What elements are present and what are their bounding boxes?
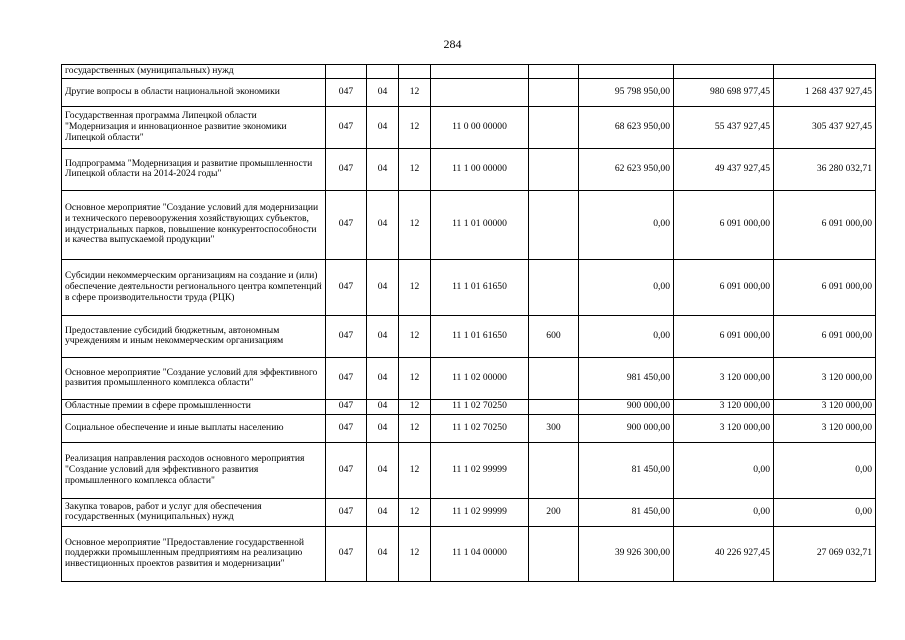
- row-subsection: 12: [399, 259, 431, 315]
- row-amount-3: 1 268 437 927,45: [774, 78, 876, 106]
- row-section: 04: [367, 259, 399, 315]
- row-amount-2: 49 437 927,45: [674, 148, 774, 190]
- row-code: 047: [326, 357, 367, 399]
- row-code: 047: [326, 190, 367, 259]
- table-row: [62, 526, 876, 581]
- row-expense-type: 600: [529, 315, 579, 357]
- table-row: [62, 78, 876, 106]
- row-expense-type: 300: [529, 414, 579, 442]
- row-target-article: 11 1 02 70250: [431, 399, 529, 414]
- row-expense-type: 200: [529, 498, 579, 526]
- page-number: 284: [443, 37, 462, 51]
- row-expense-type: [529, 78, 579, 106]
- table-row: [62, 190, 876, 259]
- row-code: 047: [326, 106, 367, 148]
- row-subsection: 12: [399, 399, 431, 414]
- row-code: 047: [326, 148, 367, 190]
- row-amount-1: 0,00: [579, 190, 674, 259]
- row-section: 04: [367, 498, 399, 526]
- row-target-article: 11 0 00 00000: [431, 106, 529, 148]
- row-amount-2: 55 437 927,45: [674, 106, 774, 148]
- row-section: 04: [367, 526, 399, 581]
- row-target-article: 11 1 02 99999: [431, 442, 529, 498]
- row-code: 047: [326, 526, 367, 581]
- row-amount-2: 40 226 927,45: [674, 526, 774, 581]
- row-section: 04: [367, 190, 399, 259]
- table-row: [62, 315, 876, 357]
- row-amount-1: 981 450,00: [579, 357, 674, 399]
- row-amount-1: 81 450,00: [579, 498, 674, 526]
- row-amount-2: 6 091 000,00: [674, 190, 774, 259]
- row-expense-type: [529, 148, 579, 190]
- row-amount-1: 81 450,00: [579, 442, 674, 498]
- row-expense-type: [529, 106, 579, 148]
- row-amount-3: 36 280 032,71: [774, 148, 876, 190]
- row-amount-3: 0,00: [774, 442, 876, 498]
- row-amount-3: 3 120 000,00: [774, 399, 876, 414]
- row-amount-3: 305 437 927,45: [774, 106, 876, 148]
- row-code: 047: [326, 259, 367, 315]
- table-row: [62, 399, 876, 414]
- row-section: 04: [367, 148, 399, 190]
- row-subsection: 12: [399, 190, 431, 259]
- row-target-article: 11 1 02 70250: [431, 414, 529, 442]
- row-expense-type: [529, 526, 579, 581]
- row-amount-1: 0,00: [579, 259, 674, 315]
- row-section: 04: [367, 315, 399, 357]
- row-expense-type: [529, 399, 579, 414]
- row-amount-1: 0,00: [579, 315, 674, 357]
- row-name: Основное мероприятие "Создание условий для модернизации и технического перевооружения хозяйствующих субъектов, индустриальных парков, повышение конкурентоспособности и качества выпускаемой продукции": [62, 190, 326, 259]
- row-amount-1: 900 000,00: [579, 414, 674, 442]
- row-name: Реализация направления расходов основного мероприятия "Создание условий для эффективного развития промышленного комплекса области": [62, 442, 326, 498]
- row-subsection: 12: [399, 498, 431, 526]
- row-name: Государственная программа Липецкой области "Модернизация и инновационное развитие экономики Липецкой области": [62, 106, 326, 148]
- table-row: [62, 106, 876, 148]
- row-amount-2: 6 091 000,00: [674, 315, 774, 357]
- row-section: 04: [367, 414, 399, 442]
- table-row: [62, 414, 876, 442]
- row-amount-2: [674, 65, 774, 79]
- row-amount-2: 3 120 000,00: [674, 414, 774, 442]
- table-body: [62, 65, 876, 582]
- row-amount-3: 0,00: [774, 498, 876, 526]
- row-subsection: 12: [399, 78, 431, 106]
- row-name: Подпрограмма "Модернизация и развитие промышленности Липецкой области на 2014-2024 годы": [62, 148, 326, 190]
- row-expense-type: [529, 442, 579, 498]
- row-code: 047: [326, 399, 367, 414]
- row-expense-type: [529, 65, 579, 79]
- row-target-article: 11 1 01 61650: [431, 259, 529, 315]
- row-section: 04: [367, 442, 399, 498]
- row-amount-1: 62 623 950,00: [579, 148, 674, 190]
- row-target-article: 11 1 02 00000: [431, 357, 529, 399]
- table-row: [62, 442, 876, 498]
- budget-table: [61, 64, 876, 582]
- table-row: [62, 357, 876, 399]
- row-target-article: 11 1 01 00000: [431, 190, 529, 259]
- row-target-article: 11 1 00 00000: [431, 148, 529, 190]
- row-code: 047: [326, 498, 367, 526]
- row-amount-3: 6 091 000,00: [774, 315, 876, 357]
- row-section: 04: [367, 399, 399, 414]
- row-expense-type: [529, 259, 579, 315]
- row-amount-2: 3 120 000,00: [674, 399, 774, 414]
- row-subsection: [399, 65, 431, 79]
- row-code: 047: [326, 315, 367, 357]
- row-target-article: 11 1 01 61650: [431, 315, 529, 357]
- table-row: [62, 259, 876, 315]
- row-subsection: 12: [399, 526, 431, 581]
- row-section: 04: [367, 357, 399, 399]
- row-amount-1: 39 926 300,00: [579, 526, 674, 581]
- row-code: 047: [326, 442, 367, 498]
- row-amount-2: 980 698 977,45: [674, 78, 774, 106]
- table-row: [62, 498, 876, 526]
- row-code: [326, 65, 367, 79]
- row-name: Закупка товаров, работ и услуг для обеспечения государственных (муниципальных) нужд: [62, 498, 326, 526]
- row-subsection: 12: [399, 414, 431, 442]
- row-subsection: 12: [399, 106, 431, 148]
- row-name: Областные премии в сфере промышленности: [62, 399, 326, 414]
- row-subsection: 12: [399, 442, 431, 498]
- row-code: 047: [326, 414, 367, 442]
- row-name: Основное мероприятие "Создание условий для эффективного развития промышленного комплекса области": [62, 357, 326, 399]
- row-name: государственных (муниципальных) нужд: [62, 65, 326, 79]
- row-section: 04: [367, 106, 399, 148]
- row-amount-2: 0,00: [674, 498, 774, 526]
- row-name: Субсидии некоммерческим организациям на создание и (или) обеспечение деятельности регионального центра компетенций в сфере производительности труда (РЦК): [62, 259, 326, 315]
- row-amount-1: [579, 65, 674, 79]
- row-amount-2: 6 091 000,00: [674, 259, 774, 315]
- row-amount-2: 0,00: [674, 442, 774, 498]
- row-subsection: 12: [399, 148, 431, 190]
- row-amount-1: 95 798 950,00: [579, 78, 674, 106]
- row-amount-2: 3 120 000,00: [674, 357, 774, 399]
- table-row: [62, 148, 876, 190]
- row-name: Основное мероприятие "Предоставление государственной поддержки промышленным предприятиям на реализацию инвестиционных проектов развития и модернизации": [62, 526, 326, 581]
- row-target-article: [431, 78, 529, 106]
- row-subsection: 12: [399, 357, 431, 399]
- row-target-article: [431, 65, 529, 79]
- row-expense-type: [529, 357, 579, 399]
- row-section: 04: [367, 78, 399, 106]
- row-expense-type: [529, 190, 579, 259]
- row-amount-3: 6 091 000,00: [774, 259, 876, 315]
- table-row: [62, 65, 876, 79]
- row-amount-3: 3 120 000,00: [774, 357, 876, 399]
- row-amount-3: 27 069 032,71: [774, 526, 876, 581]
- row-name: Социальное обеспечение и иные выплаты населению: [62, 414, 326, 442]
- row-code: 047: [326, 78, 367, 106]
- row-target-article: 11 1 02 99999: [431, 498, 529, 526]
- row-target-article: 11 1 04 00000: [431, 526, 529, 581]
- row-name: Предоставление субсидий бюджетным, автономным учреждениям и иным некоммерческим организациям: [62, 315, 326, 357]
- row-amount-3: 3 120 000,00: [774, 414, 876, 442]
- row-subsection: 12: [399, 315, 431, 357]
- row-amount-1: 900 000,00: [579, 399, 674, 414]
- row-name: Другие вопросы в области национальной экономики: [62, 78, 326, 106]
- row-section: [367, 65, 399, 79]
- row-amount-1: 68 623 950,00: [579, 106, 674, 148]
- row-amount-3: 6 091 000,00: [774, 190, 876, 259]
- row-amount-3: [774, 65, 876, 79]
